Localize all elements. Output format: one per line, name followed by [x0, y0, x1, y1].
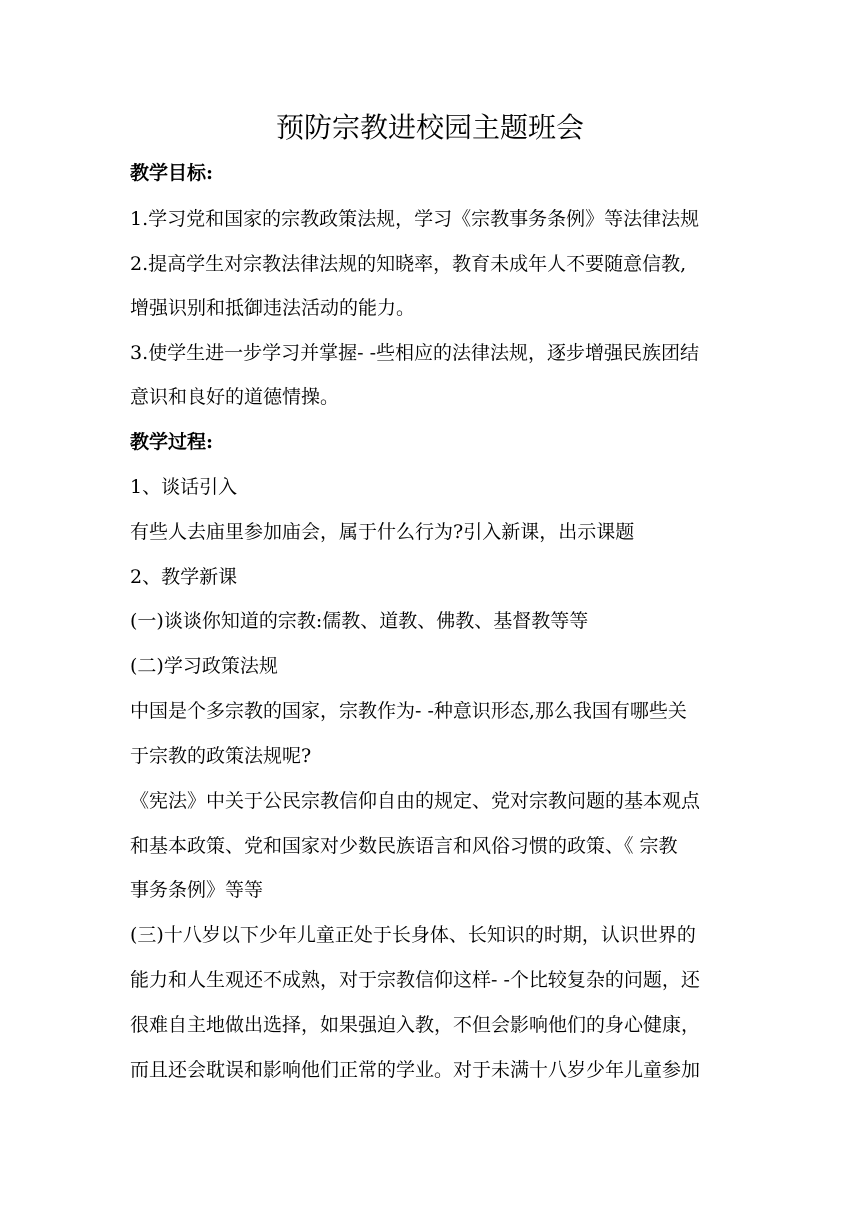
heading-teaching-process: 教学过程: [130, 431, 214, 453]
paragraph-line: (二)学习政策法规 [130, 655, 278, 677]
paragraph-line: 中国是个多宗教的国家，宗教作为- -种意识形态,那么我国有哪些关 [130, 700, 687, 722]
paragraph-line: 2、教学新课 [130, 566, 238, 588]
paragraph-line: 3.使学生进一步学习并掌握- -些相应的法律法规，逐步增强民族团结 [130, 342, 700, 364]
document-title: 预防宗教进校园主题班会 [275, 111, 584, 144]
paragraph-line: 增强识别和抵御违法活动的能力。 [130, 297, 416, 319]
paragraph-line: 事务条例》等等 [130, 879, 264, 901]
paragraph-line: 意识和良好的道德情操。 [130, 386, 340, 408]
paragraph-line: 1、谈话引入 [130, 476, 238, 498]
paragraph-line: 于宗教的政策法规呢? [130, 745, 312, 767]
paragraph-line: 《宪法》中关于公民宗教信仰自由的规定、党对宗教问题的基本观点 [130, 790, 701, 812]
paragraph-line: (三)十八岁以下少年儿童正处于长身体、长知识的时期，认识世界的 [130, 924, 696, 946]
paragraph-line: 和基本政策、党和国家对少数民族语言和风俗习惯的政策、《 宗教 [130, 835, 678, 857]
paragraph-line: (一)谈谈你知道的宗教:儒教、道教、佛教、基督教等等 [130, 610, 589, 632]
paragraph-line: 而且还会耽误和影响他们正常的学业。对于未满十八岁少年儿童参加 [130, 1059, 701, 1081]
paragraph-line: 很难自主地做出选择，如果强迫入教，不但会影响他们的身心健康， [130, 1014, 701, 1036]
paragraph-line: 2.提高学生对宗教法律法规的知晓率，教育未成年人不要随意信教, [130, 253, 687, 275]
paragraph-line: 能力和人生观还不成熟，对于宗教信仰这样- -个比较复杂的问题，还 [130, 969, 700, 991]
heading-teaching-goals: 教学目标: [130, 162, 214, 184]
paragraph-line: 有些人去庙里参加庙会，属于什么行为?引入新课，出示课题 [130, 521, 635, 543]
paragraph-line: 1.学习党和国家的宗教政策法规，学习《宗教事务条例》等法律法规 [130, 208, 700, 230]
